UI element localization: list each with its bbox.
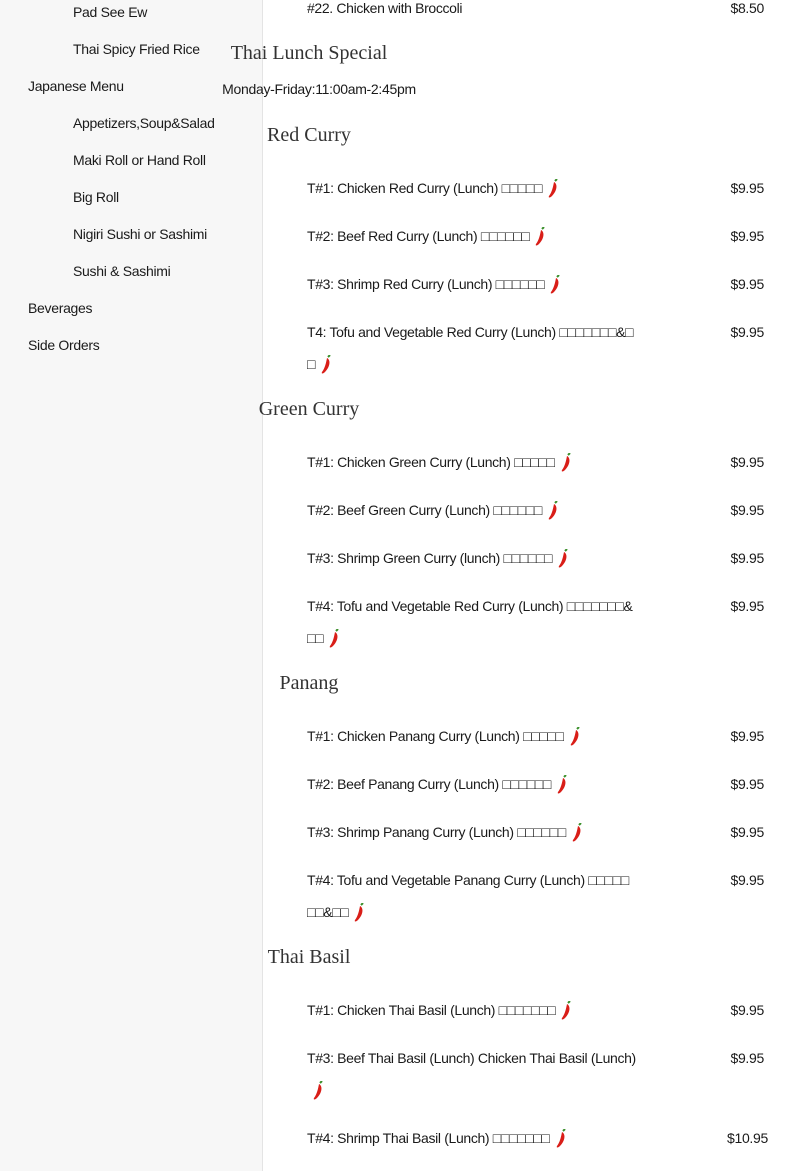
sidebar-item-thai-spicy-fried-rice[interactable]: Thai Spicy Fried Rice	[73, 41, 200, 57]
menu-item-name[interactable]: T#3: Beef Thai Basil (Lunch) Chicken Thai Basil (Lunch)	[307, 1042, 647, 1106]
sidebar-item-nigiri[interactable]: Nigiri Sushi or Sashimi	[73, 226, 207, 242]
chili-pepper-icon	[559, 452, 573, 472]
menu-item-price: $8.50	[730, 0, 764, 16]
menu-item-price: $9.95	[730, 502, 764, 518]
menu-item-price: $9.95	[730, 872, 764, 888]
chili-pepper-icon	[548, 274, 562, 294]
chili-pepper-icon	[319, 354, 333, 374]
menu-item-price: $10.95	[726, 1130, 768, 1146]
section-title-panang: Panang	[279, 672, 339, 694]
sidebar-item-sushi-sashimi[interactable]: Sushi & Sashimi	[73, 263, 171, 279]
menu-item-name[interactable]: T#1: Chicken Panang Curry (Lunch) □□□□□	[307, 720, 647, 752]
menu-item-name[interactable]: T#4: Tofu and Vegetable Panang Curry (Lunch) □□□□□ □□&□□	[307, 872, 629, 920]
menu-item-price: $9.95	[730, 276, 764, 292]
menu-item-name[interactable]: T#4: Shrimp Thai Basil (Lunch) □□□□□□□	[307, 1122, 647, 1154]
menu-item-name[interactable]: T4: Tofu and Vegetable Red Curry (Lunch) □□□□□□□&□ □	[307, 324, 634, 372]
menu-item-name[interactable]: T#3: Shrimp Red Curry (Lunch) □□□□□□	[307, 268, 647, 300]
sidebar-item-side-orders[interactable]: Side Orders	[28, 337, 100, 353]
menu-item-name[interactable]: T#1: Chicken Thai Basil (Lunch) □□□□□□□	[307, 994, 647, 1026]
sidebar-item-appetizers[interactable]: Appetizers,Soup&Salad	[73, 115, 215, 131]
section-title-thai-basil: Thai Basil	[267, 946, 351, 968]
menu-item-name[interactable]: T#4: Tofu and Vegetable Red Curry (Lunch) □□□□□□□& □□	[307, 598, 633, 646]
menu-item-price: $9.95	[730, 228, 764, 244]
lunch-special-title: Thai Lunch Special	[230, 42, 388, 64]
chili-pepper-icon	[554, 1128, 568, 1148]
chili-pepper-icon	[568, 726, 582, 746]
menu-item-name[interactable]: T#1: Chicken Green Curry (Lunch) □□□□□	[307, 446, 647, 478]
menu-item-name[interactable]: T#2: Beef Green Curry (Lunch) □□□□□□	[307, 494, 647, 526]
sidebar-item-pad-see-ew[interactable]: Pad See Ew	[73, 4, 148, 20]
chili-pepper-icon	[352, 902, 366, 922]
menu-item-price: $9.95	[730, 324, 764, 340]
menu-item-price: $9.95	[730, 1002, 764, 1018]
menu-item-price: $9.95	[730, 728, 764, 744]
section-title-green-curry: Green Curry	[258, 398, 360, 420]
menu-item-price: $9.95	[730, 776, 764, 792]
chili-pepper-icon	[533, 226, 547, 246]
section-title-red-curry: Red Curry	[267, 124, 351, 146]
chili-pepper-icon	[555, 774, 569, 794]
sidebar-item-japanese-menu[interactable]: Japanese Menu	[28, 78, 124, 94]
menu-item-name[interactable]: T#2: Beef Red Curry (Lunch) □□□□□□	[307, 220, 647, 252]
sidebar-item-big-roll[interactable]: Big Roll	[73, 189, 119, 205]
menu-item-name[interactable]: #22. Chicken with Broccoli	[307, 0, 463, 16]
chili-pepper-icon	[546, 178, 560, 198]
chili-pepper-icon	[559, 1000, 573, 1020]
category-sidebar	[0, 0, 263, 1171]
chili-pepper-icon	[556, 548, 570, 568]
menu-item-price: $9.95	[730, 598, 764, 614]
menu-item-name[interactable]: T#2: Beef Panang Curry (Lunch) □□□□□□	[307, 768, 647, 800]
chili-pepper-icon	[570, 822, 584, 842]
menu-item-name[interactable]: T#1: Chicken Red Curry (Lunch) □□□□□	[307, 172, 647, 204]
lunch-special-hours: Monday-Friday:11:00am-2:45pm	[222, 81, 416, 97]
chili-pepper-icon	[311, 1080, 325, 1100]
chili-pepper-icon	[327, 628, 341, 648]
menu-item-price: $9.95	[730, 454, 764, 470]
menu-item-name[interactable]: T#3: Shrimp Green Curry (lunch) □□□□□□	[307, 542, 647, 574]
chili-pepper-icon	[546, 500, 560, 520]
menu-item-price: $9.95	[730, 1050, 764, 1066]
menu-item-price: $9.95	[730, 550, 764, 566]
sidebar-item-maki-roll[interactable]: Maki Roll or Hand Roll	[73, 152, 206, 168]
sidebar-item-beverages[interactable]: Beverages	[28, 300, 93, 316]
menu-item-price: $9.95	[730, 824, 764, 840]
menu-item-name[interactable]: T#3: Shrimp Panang Curry (Lunch) □□□□□□	[307, 816, 647, 848]
menu-item-price: $9.95	[730, 180, 764, 196]
